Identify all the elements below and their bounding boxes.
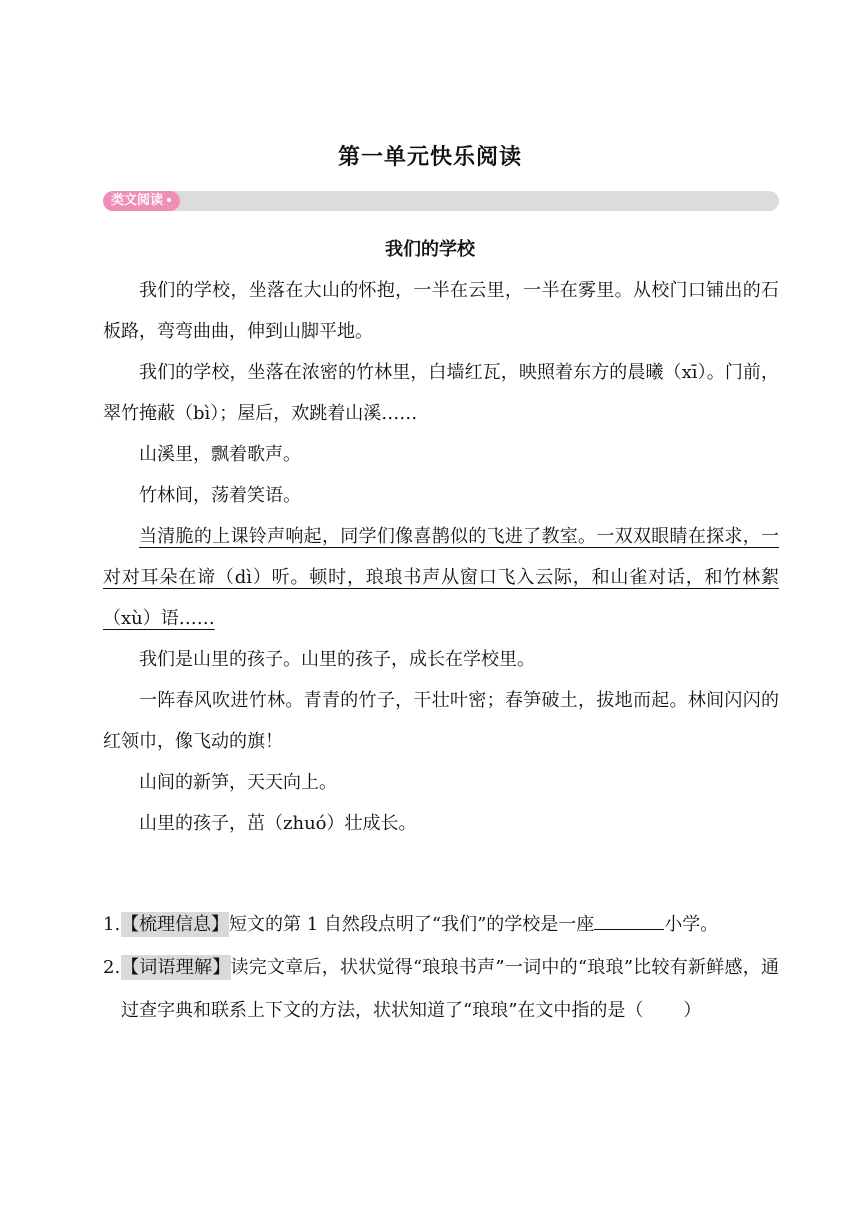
underlined-paragraph	[103, 516, 779, 639]
article-title: 我们的学校	[385, 239, 475, 260]
paragraph: 山间的新笋，天天向上。	[139, 772, 337, 793]
paragraph: 一阵春风吹进竹林。青青的竹子，干壮叶密；春笋破土，拔地而起。林间闪闪的红领巾，像飞动的旗！	[103, 690, 779, 752]
question-text: 短文的第 1 自然段点明了“我们”的学校是一座	[229, 914, 595, 935]
question-text-end: ）	[683, 1000, 702, 1021]
section-tag-label: 类文阅读	[111, 193, 164, 208]
question-text-end: 小学。	[664, 914, 719, 935]
question-item	[103, 903, 779, 946]
paragraph: 竹林间，荡着笑语。	[139, 485, 301, 506]
paragraph: 我们的学校，坐落在浓密的竹林里，白墙红瓦，映照着东方的晨曦（xī）。门前，翠竹掩蔽（bì）；屋后，欢跳着山溪……	[103, 362, 779, 424]
section-tag	[103, 191, 180, 211]
paragraph: 我们是山里的孩子。山里的孩子，成长在学校里。	[139, 649, 535, 670]
bullet-dot-icon	[167, 198, 171, 202]
question-list	[103, 903, 779, 1032]
underlined-text: 当清脆的上课铃声响起，同学们像喜鹊似的飞进了教室。一双双眼睛在探求，一对对耳朵在谛（dì）听。顿时，琅琅书声从窗口飞入云际，和山雀对话，和竹林絮（xù）语……	[103, 526, 779, 629]
paragraph: 我们的学校，坐落在大山的怀抱，一半在云里，一半在雾里。从校门口铺出的石板路，弯弯曲曲，伸到山脚平地。	[103, 280, 779, 342]
section-divider-bar	[103, 191, 779, 211]
question-item	[103, 946, 779, 1032]
paragraph: 山里的孩子，茁（zhuó）壮成长。	[139, 813, 417, 834]
question-tag: 【梳理信息】	[121, 914, 229, 935]
question-tag: 【词语理解】	[121, 957, 231, 978]
answer-blank[interactable]	[594, 928, 664, 930]
question-text: 读完文章后，状状觉得“琅琅书声”一词中的“琅琅”比较有新鲜感，通过查字典和联系上下文的方法，状状知道了“琅琅”在文中指的是（	[121, 957, 780, 1021]
article-body	[103, 270, 779, 844]
question-number: 1.	[103, 914, 121, 935]
paragraph: 山溪里，飘着歌声。	[139, 444, 301, 465]
question-number: 2.	[103, 957, 121, 978]
page-title: 第一单元快乐阅读	[337, 145, 522, 170]
